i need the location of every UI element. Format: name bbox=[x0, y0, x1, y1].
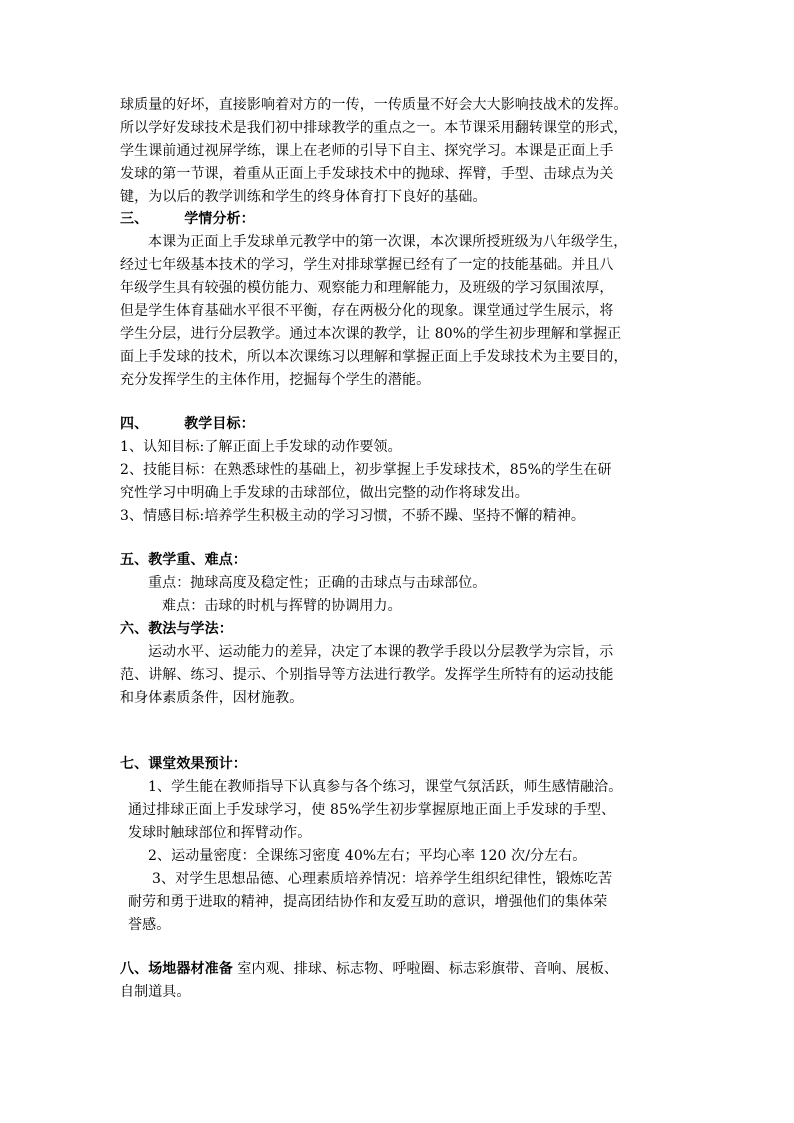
section-5-line-1: 重点：抛球高度及稳定性；正确的击球点与击球部位。 bbox=[148, 575, 487, 591]
section-8-title: 八、场地器材准备 bbox=[120, 961, 233, 977]
section-7-line-7: 誉感。 bbox=[128, 917, 171, 933]
section-3-heading bbox=[120, 209, 255, 229]
section-3-line-6: 面上手发球的技术，所以本次课练习以理解和掌握正面上手发球技术为主要目的， bbox=[120, 349, 628, 365]
section-4-line-3: 究性学习中明确上手发球的击球部位，做出完整的动作将球发出。 bbox=[120, 485, 529, 501]
section-5-heading: 五、教学重、难点： bbox=[120, 552, 247, 568]
intro-line-4: 发球的第一节课，着重从正面上手发球技术中的抛球、挥臂，手型、击球点为关 bbox=[120, 166, 614, 182]
section-6-heading: 六、教法与学法： bbox=[120, 621, 233, 637]
section-7-line-2: 通过排球正面上手发球学习，使 85%学生初步掌握原地正面上手发球的手型、 bbox=[128, 802, 616, 818]
section-7-line-4: 2、运动量密度：全课练习密度 40%左右；平均心率 120 次/分左右。 bbox=[148, 848, 587, 864]
section-4-title: 教学目标： bbox=[184, 416, 255, 432]
section-7-heading: 七、课堂效果预计： bbox=[120, 756, 247, 772]
section-3-line-4: 但是学生体育基础水平很不平衡，存在两极分化的现象。课堂通过学生展示，将 bbox=[120, 303, 614, 319]
section-4-number: 四、 bbox=[120, 416, 149, 432]
section-7-line-3: 发球时触球部位和挥臂动作。 bbox=[128, 825, 312, 841]
section-8-line-1 bbox=[120, 959, 618, 979]
section-5-line-2: 难点：击球的时机与挥臂的协调用力。 bbox=[162, 598, 402, 614]
section-8-line-2: 自制道具。 bbox=[120, 984, 191, 1000]
section-7-line-5: 3、对学生思想品德、心理素质培养情况：培养学生组织纪律性，锻炼吃苦 bbox=[152, 871, 613, 887]
section-4-heading bbox=[120, 414, 255, 434]
section-6-line-1: 运动水平、运动能力的差异，决定了本课的教学手段以分层教学为宗旨，示 bbox=[148, 644, 614, 660]
section-4-line-2: 2、技能目标：在熟悉球性的基础上，初步掌握上手发球技术，85%的学生在研 bbox=[120, 462, 612, 478]
section-3-line-1: 本课为正面上手发球单元教学中的第一次课，本次课所授班级为八年级学生， bbox=[148, 234, 628, 250]
section-8-text: 室内观、排球、标志物、呼啦圈、标志彩旗带、音响、展板、 bbox=[232, 961, 619, 977]
intro-line-3: 学生课前通过视屏学练，课上在老师的引导下自主、探究学习。本课是正面上手 bbox=[120, 143, 614, 159]
intro-line-2: 所以学好发球技术是我们初中排球教学的重点之一。本节课采用翻转课堂的形式， bbox=[120, 120, 628, 136]
section-3-line-5: 学生分层，进行分层教学。通过本次课的教学，让 80%的学生初步理解和掌握正 bbox=[120, 326, 622, 342]
section-4-line-4: 3、情感目标:培养学生积极主动的学习习惯，不骄不躁、坚持不懈的精神。 bbox=[120, 508, 586, 524]
section-7-line-6: 耐劳和勇于进取的精神，提高团结协作和友爱互助的意识，增强他们的集体荣 bbox=[128, 894, 608, 910]
section-3-line-7: 充分发挥学生的主体作用，挖掘每个学生的潜能。 bbox=[120, 372, 431, 388]
section-7-line-1: 1、学生能在教师指导下认真参与各个练习，课堂气氛活跃，师生感情融洽。 bbox=[148, 779, 623, 795]
section-3-title: 学情分析： bbox=[184, 211, 255, 227]
section-4-line-1: 1、认知目标:了解正面上手发球的动作要领。 bbox=[120, 439, 402, 455]
intro-line-5: 键，为以后的教学训练和学生的终身体育打下良好的基础。 bbox=[120, 189, 487, 205]
intro-line-1: 球质量的好坏，直接影响着对方的一传，一传质量不好会大大影响技战术的发挥。 bbox=[120, 97, 628, 113]
section-3-line-3: 年级学生具有较强的模仿能力、观察能力和理解能力，及班级的学习氛围浓厚， bbox=[120, 280, 614, 296]
section-6-line-3: 和身体素质条件，因材施教。 bbox=[120, 690, 304, 706]
section-3-line-2: 经过七年级基本技术的学习，学生对排球掌握已经有了一定的技能基础。并且八 bbox=[120, 257, 614, 273]
section-6-line-2: 范、讲解、练习、提示、个别指导等方法进行教学。发挥学生所特有的运动技能 bbox=[120, 667, 614, 683]
section-3-number: 三、 bbox=[120, 211, 149, 227]
